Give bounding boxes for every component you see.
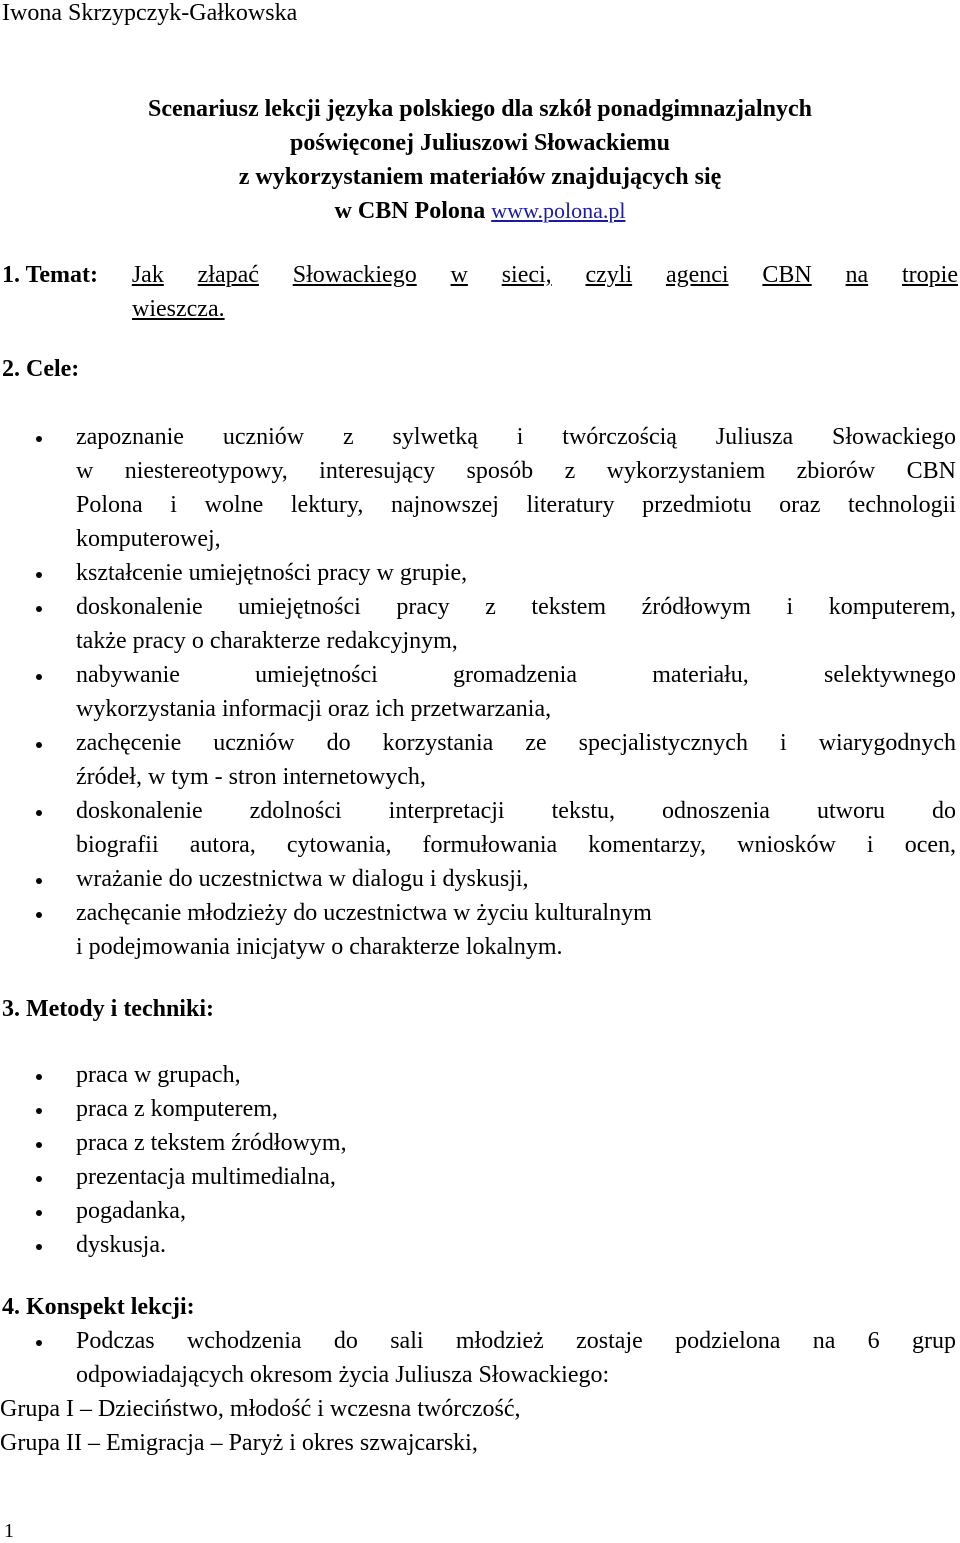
- goal-line: źródeł, w tym - stron internetowych,: [76, 764, 426, 790]
- bullet: [36, 1244, 42, 1250]
- method-item: pogadanka,: [76, 1198, 186, 1224]
- bullet: [36, 742, 42, 748]
- title-line-1: Scenariusz lekcji języka polskiego dla szkół ponadgimnazjalnych: [147, 96, 813, 122]
- method-item: dyskusja.: [76, 1232, 166, 1258]
- topic-word: na: [845, 262, 869, 288]
- topic-word: sieci,: [501, 262, 552, 288]
- goal-line: także pracy o charakterze redakcyjnym,: [76, 628, 458, 654]
- topic-word: Słowackiego: [292, 262, 417, 288]
- goal-line: Polona i wolne lektury, najnowszej literatury przedmiotu oraz technologii: [76, 492, 956, 518]
- bullet: [36, 1074, 42, 1080]
- topic-word: złapać: [197, 262, 259, 288]
- bullet: [36, 1340, 42, 1346]
- goal-line: zachęcanie młodzieży do uczestnictwa w życiu kulturalnym: [76, 900, 652, 926]
- plan-line: odpowiadających okresom życia Juliusza Słowackiego:: [76, 1362, 610, 1388]
- title-line-2: poświęconej Juliuszowi Słowackiemu: [289, 130, 670, 156]
- method-item: praca z tekstem źródłowym,: [76, 1130, 347, 1156]
- group-line: Grupa II – Emigracja – Paryż i okres szwajcarski,: [0, 1430, 478, 1456]
- goal-line: wrażanie do uczestnictwa w dialogu i dyskusji,: [76, 866, 529, 892]
- title-line-4: [0, 198, 960, 225]
- bullet: [36, 810, 42, 816]
- bullet: [36, 1142, 42, 1148]
- bullet: [36, 878, 42, 884]
- bullet: [36, 606, 42, 612]
- method-item: praca w grupach,: [76, 1062, 241, 1088]
- goal-line: biografii autora, cytowania, formułowania komentarzy, wniosków i ocen,: [76, 832, 956, 858]
- method-item: praca z komputerem,: [76, 1096, 278, 1122]
- topic-word: CBN: [762, 262, 812, 288]
- goal-line: nabywanie umiejętności gromadzenia materiału, selektywnego: [76, 662, 956, 688]
- group-line: Grupa I – Dzieciństwo, młodość i wczesna twórczość,: [0, 1396, 521, 1422]
- bullet: [36, 1108, 42, 1114]
- title-line-3: z wykorzystaniem materiałów znajdujących się: [238, 164, 722, 190]
- goal-line: w niestereotypowy, interesujący sposób z wykorzystaniem zbiorów CBN: [76, 458, 956, 484]
- topic-word: tropie: [902, 262, 958, 288]
- goal-line: komputerowej,: [76, 526, 221, 552]
- page-number: 1: [4, 1520, 14, 1542]
- bullet: [36, 674, 42, 680]
- goals-heading: 2. Cele:: [2, 356, 80, 382]
- author-name: Iwona Skrzypczyk-Gałkowska: [2, 0, 298, 26]
- bullet: [36, 1176, 42, 1182]
- topic-label: 1. Temat:: [2, 262, 99, 288]
- bullet: [36, 436, 42, 442]
- plan-heading: 4. Konspekt lekcji:: [2, 1294, 195, 1320]
- goal-line: zapoznanie uczniów z sylwetką i twórczością Juliusza Słowackiego: [76, 424, 956, 450]
- topic-word: czyli: [585, 262, 633, 288]
- bullet: [36, 1210, 42, 1216]
- goal-line: kształcenie umiejętności pracy w grupie,: [76, 560, 468, 586]
- plan-line: Podczas wchodzenia do sali młodzież zostaje podzielona na 6 grup: [76, 1328, 956, 1354]
- goal-line: i podejmowania inicjatyw o charakterze lokalnym.: [76, 934, 563, 960]
- goal-line: doskonalenie zdolności interpretacji tekstu, odnoszenia utworu do: [76, 798, 956, 824]
- topic-continuation: wieszcza.: [132, 296, 225, 322]
- bullet: [36, 572, 42, 578]
- method-item: prezentacja multimedialna,: [76, 1164, 336, 1190]
- methods-heading: 3. Metody i techniki:: [2, 996, 214, 1022]
- topic-word: Jak: [131, 262, 164, 288]
- topic-word: agenci: [665, 262, 729, 288]
- bullet: [36, 912, 42, 918]
- title-location: w CBN Polona: [334, 198, 492, 224]
- goal-line: wykorzystania informacji oraz ich przetwarzania,: [76, 696, 552, 722]
- topic-row: [2, 262, 958, 289]
- goal-line: zachęcenie uczniów do korzystania ze specjalistycznych i wiarygodnych: [76, 730, 956, 756]
- polona-link[interactable]: www.polona.pl: [491, 198, 626, 223]
- goal-line: doskonalenie umiejętności pracy z tekstem źródłowym i komputerem,: [76, 594, 956, 620]
- topic-word: w: [450, 262, 468, 288]
